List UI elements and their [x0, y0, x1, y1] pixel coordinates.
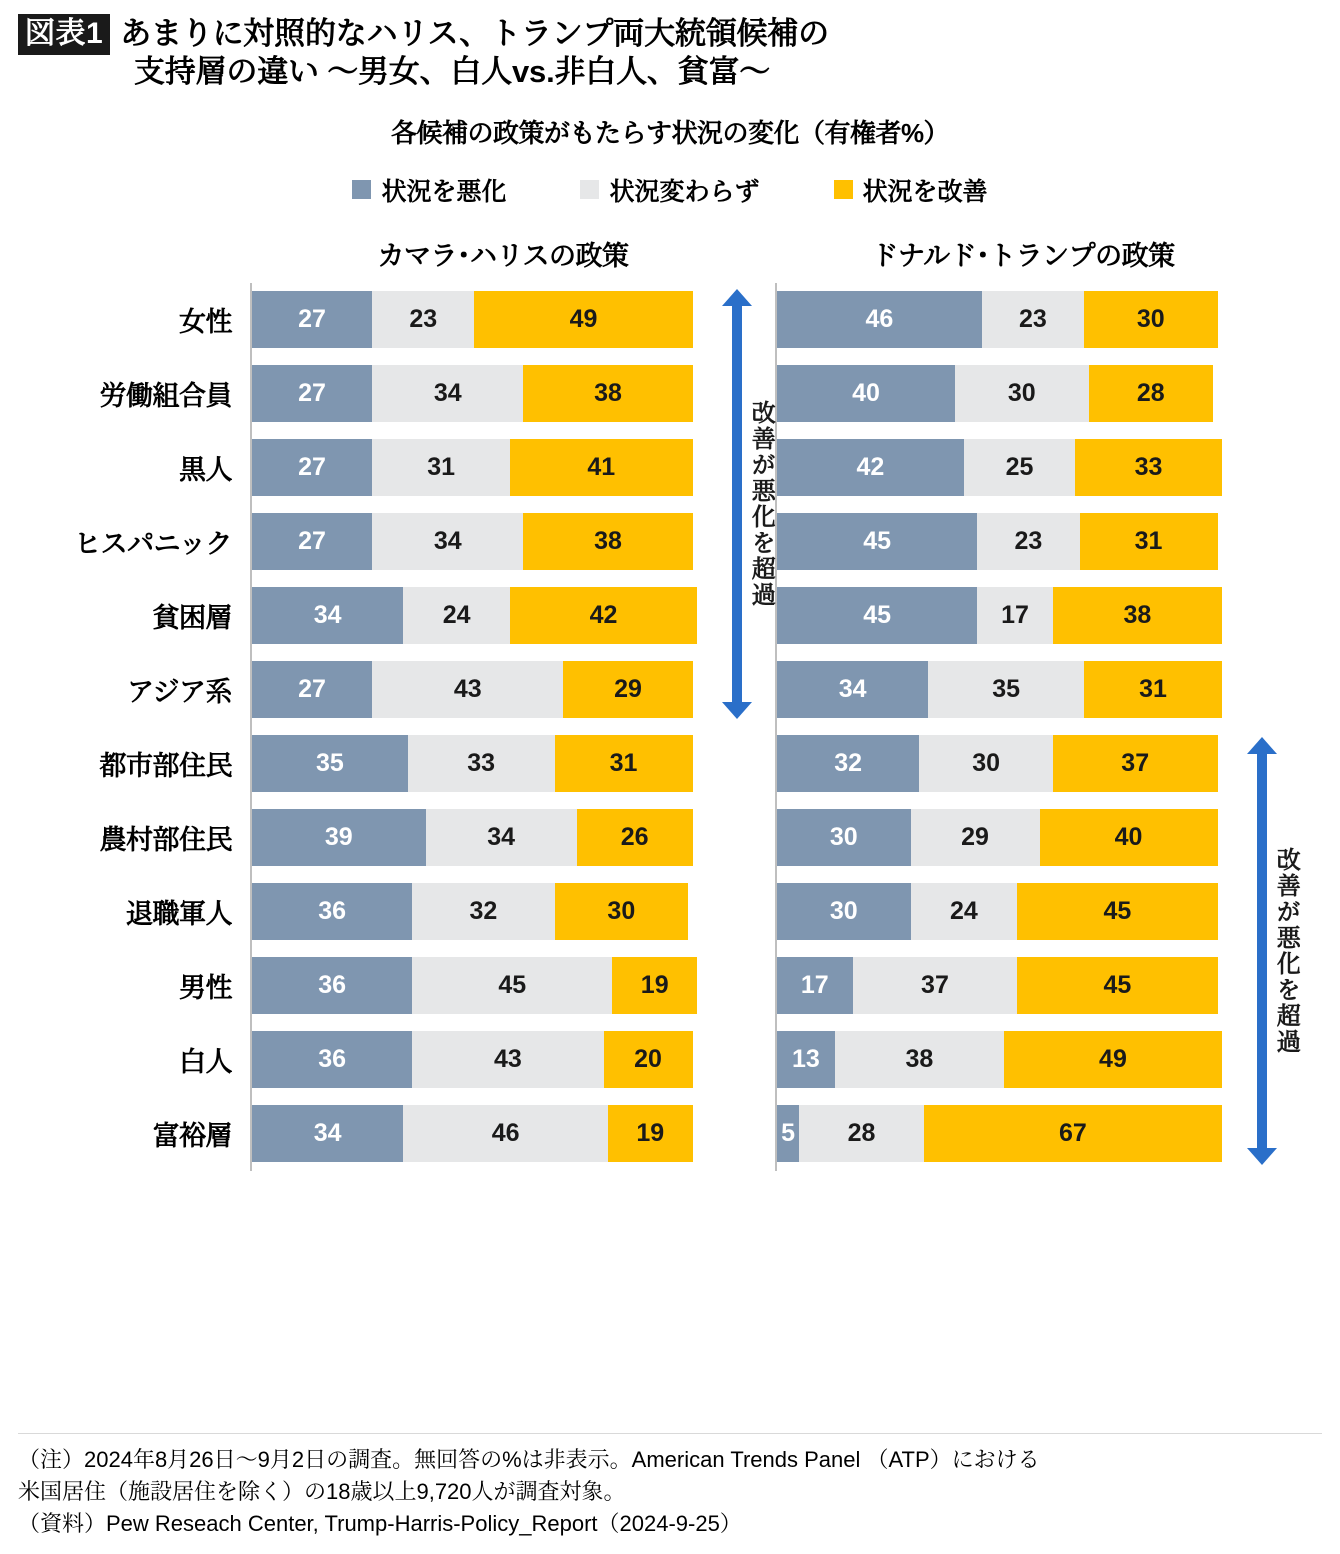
- bar-value-label: 35: [315, 749, 344, 778]
- bar-segment-worse: [252, 587, 403, 644]
- bar-segment-better: [1004, 1031, 1222, 1088]
- bar-value-label: 45: [863, 601, 892, 630]
- chart-row: [18, 357, 1322, 431]
- bar-value-label: 5: [781, 1119, 796, 1148]
- chart-row: [18, 579, 1322, 653]
- arrow-head-down-icon-2: [1247, 1148, 1277, 1165]
- legend-item-better: [834, 172, 988, 208]
- bar-segment-same: [799, 1105, 924, 1162]
- legend-label-same: 状況変わらず: [609, 177, 760, 206]
- axis-line: [775, 357, 777, 431]
- category-label: 女性: [179, 307, 232, 338]
- bar-segment-worse: [777, 957, 853, 1014]
- bar-panel-left: [250, 801, 720, 875]
- bar-segment-better: [1080, 513, 1218, 570]
- chart-row: [18, 801, 1322, 875]
- bar-value-label: 34: [313, 1119, 342, 1148]
- bar-segment-worse: [252, 661, 372, 718]
- bar-segment-same: [408, 735, 555, 792]
- bar-segment-better: [523, 513, 692, 570]
- title-line-1: [18, 14, 1322, 55]
- axis-line: [250, 875, 252, 949]
- bar-value-label: 38: [1123, 601, 1152, 630]
- bar-value-label: 31: [1134, 527, 1163, 556]
- bar-value-label: 42: [589, 601, 618, 630]
- stacked-bar: [252, 1031, 720, 1088]
- bar-segment-worse: [252, 513, 372, 570]
- bar-segment-better: [1017, 957, 1217, 1014]
- axis-line: [775, 653, 777, 727]
- bar-segment-worse: [777, 1105, 799, 1162]
- bar-panel-right: [775, 1023, 1245, 1097]
- bar-value-label: 38: [594, 527, 622, 556]
- arrow-head-up-icon: [722, 289, 752, 306]
- bar-segment-same: [928, 661, 1084, 718]
- bar-value-label: 30: [1136, 305, 1165, 334]
- bar-value-label: 20: [634, 1045, 662, 1074]
- note-line-2: 米国居住（施設居住を除く）の18歳以上9,720人が調査対象。: [18, 1479, 626, 1505]
- bar-panel-left: [250, 727, 720, 801]
- bar-value-label: 27: [298, 675, 326, 704]
- bar-value-label: 46: [865, 305, 894, 334]
- stacked-bar: [777, 365, 1245, 422]
- stacked-bar: [777, 1105, 1245, 1162]
- bar-panel-left: [250, 283, 720, 357]
- bar-segment-better: [510, 439, 692, 496]
- stacked-bar: [252, 661, 720, 718]
- bar-segment-better: [474, 291, 692, 348]
- stacked-bar: [777, 735, 1245, 792]
- bar-segment-better: [1053, 587, 1222, 644]
- annotation-arrow-bottom: [1257, 737, 1298, 1165]
- chart-subtitle: 各候補の政策がもたらす状況の変化（有権者%）: [390, 117, 950, 148]
- category-label: 貧困層: [152, 603, 232, 634]
- title-block: [18, 0, 1322, 93]
- bar-value-label: 49: [1099, 1045, 1127, 1074]
- bar-panel-left: [250, 1023, 720, 1097]
- bar-panel-right: [775, 283, 1245, 357]
- bar-segment-same: [426, 809, 577, 866]
- annotation-text-bottom: 改善が悪化を超過: [1272, 846, 1300, 1055]
- chart-row: [18, 949, 1322, 1023]
- bar-value-label: 33: [467, 749, 496, 778]
- bar-panel-right: [775, 801, 1245, 875]
- legend-item-same: [580, 172, 759, 208]
- bar-segment-same: [911, 883, 1018, 940]
- bar-segment-better: [1017, 883, 1217, 940]
- bar-segment-worse: [252, 883, 412, 940]
- bar-segment-worse: [252, 439, 372, 496]
- axis-line: [250, 505, 252, 579]
- category-label: 富裕層: [152, 1121, 232, 1152]
- bar-segment-better: [1053, 735, 1218, 792]
- bar-segment-worse: [777, 1031, 835, 1088]
- bar-value-label: 45: [1103, 971, 1132, 1000]
- stacked-bar: [252, 365, 720, 422]
- bar-value-label: 33: [1134, 453, 1163, 482]
- legend-label-better: 状況を改善: [862, 177, 988, 206]
- bar-segment-worse: [777, 735, 919, 792]
- bar-panel-left: [250, 505, 720, 579]
- category-label: アジア系: [127, 677, 232, 708]
- bar-panel-right: [775, 949, 1245, 1023]
- bar-value-label: 41: [587, 453, 616, 482]
- bar-value-label: 24: [949, 897, 978, 926]
- bar-segment-same: [964, 439, 1075, 496]
- chart-row: [18, 875, 1322, 949]
- bar-segment-worse: [252, 1031, 412, 1088]
- bar-segment-worse: [777, 809, 911, 866]
- category-label: 労働組合員: [99, 381, 232, 412]
- bar-segment-better: [1084, 291, 1218, 348]
- bar-segment-worse: [252, 957, 412, 1014]
- axis-line: [775, 949, 777, 1023]
- axis-line: [250, 653, 252, 727]
- bar-panel-left: [250, 949, 720, 1023]
- note-line-1: （注）2024年8月26日〜9月2日の調査。無回答の%は非表示。American Trends Panel （ATP）における: [18, 1447, 1040, 1473]
- bar-value-label: 34: [313, 601, 342, 630]
- bar-value-label: 37: [921, 971, 949, 1000]
- bar-value-label: 35: [992, 675, 1021, 704]
- axis-line: [775, 1097, 777, 1171]
- stacked-bar: [777, 809, 1245, 866]
- figure-badge: 図表1: [18, 14, 110, 55]
- bar-value-label: 31: [1139, 675, 1167, 704]
- bar-segment-better: [612, 957, 697, 1014]
- bar-value-label: 32: [469, 897, 498, 926]
- bar-segment-same: [372, 513, 523, 570]
- bar-panel-right: [775, 505, 1245, 579]
- bar-value-label: 27: [298, 379, 326, 408]
- axis-line: [775, 801, 777, 875]
- chart-row: [18, 727, 1322, 801]
- bar-value-label: 30: [829, 897, 858, 926]
- axis-line: [250, 1023, 252, 1097]
- bar-value-label: 24: [442, 601, 471, 630]
- stacked-bar: [777, 883, 1245, 940]
- bar-segment-same: [412, 957, 612, 1014]
- bar-value-label: 39: [324, 823, 353, 852]
- bar-value-label: 36: [318, 897, 346, 926]
- bar-segment-better: [1089, 365, 1214, 422]
- bar-panel-right: [775, 431, 1245, 505]
- arrow-head-down-icon: [722, 702, 752, 719]
- bar-segment-better: [1084, 661, 1222, 718]
- bar-segment-same: [372, 291, 474, 348]
- bar-segment-worse: [252, 1105, 403, 1162]
- stacked-bar: [252, 439, 720, 496]
- axis-line: [250, 949, 252, 1023]
- axis-line: [775, 875, 777, 949]
- bar-value-label: 32: [834, 749, 863, 778]
- page-title-second-line: 支持層の違い 〜男女、白人vs.非白人、貧富〜: [134, 54, 771, 90]
- chart-row: [18, 1097, 1322, 1171]
- bar-segment-better: [555, 883, 689, 940]
- bar-segment-same: [982, 291, 1084, 348]
- bar-value-label: 17: [800, 971, 829, 1000]
- bar-segment-better: [510, 587, 697, 644]
- arrow-shaft-up: [732, 305, 742, 703]
- axis-line: [250, 1097, 252, 1171]
- bar-segment-same: [372, 661, 563, 718]
- axis-line: [250, 727, 252, 801]
- axis-line: [250, 579, 252, 653]
- bar-segment-same: [835, 1031, 1004, 1088]
- bar-segment-same: [977, 513, 1079, 570]
- legend-swatch-icon-same: [580, 180, 599, 199]
- bar-segment-better: [523, 365, 692, 422]
- chart-rows: [18, 283, 1322, 1171]
- axis-line: [250, 431, 252, 505]
- bar-segment-worse: [777, 291, 982, 348]
- axis-line: [775, 727, 777, 801]
- bar-value-label: 28: [1136, 379, 1165, 408]
- stacked-bar: [777, 439, 1245, 496]
- bar-segment-better: [555, 735, 693, 792]
- panel-title-harris: カマラ･ハリスの政策: [377, 240, 629, 271]
- bar-value-label: 40: [852, 379, 880, 408]
- bar-value-label: 37: [1121, 749, 1150, 778]
- axis-line: [250, 801, 252, 875]
- axis-line: [775, 579, 777, 653]
- bar-value-label: 46: [491, 1119, 520, 1148]
- bar-value-label: 30: [1007, 379, 1036, 408]
- bar-panel-left: [250, 579, 720, 653]
- stacked-bar: [777, 513, 1245, 570]
- bar-value-label: 23: [409, 305, 438, 334]
- bar-segment-same: [955, 365, 1089, 422]
- bar-segment-same: [412, 1031, 603, 1088]
- stacked-bar: [777, 1031, 1245, 1088]
- bar-segment-better: [924, 1105, 1222, 1162]
- bar-segment-same: [412, 883, 554, 940]
- bar-segment-same: [977, 587, 1053, 644]
- chart-area: [18, 283, 1322, 1171]
- bar-segment-better: [563, 661, 692, 718]
- bar-segment-worse: [777, 661, 928, 718]
- category-label: 農村部住民: [99, 825, 232, 856]
- bar-value-label: 30: [829, 823, 858, 852]
- bar-segment-better: [1075, 439, 1222, 496]
- axis-line: [250, 357, 252, 431]
- category-label: 黒人: [179, 455, 232, 486]
- chart-row: [18, 431, 1322, 505]
- bar-value-label: 34: [487, 823, 516, 852]
- chart-row: [18, 1023, 1322, 1097]
- bar-segment-worse: [777, 365, 955, 422]
- axis-line: [775, 1023, 777, 1097]
- annotation-text-top: 改善が悪化を超過: [747, 399, 775, 608]
- bar-panel-left: [250, 357, 720, 431]
- bar-value-label: 43: [493, 1045, 522, 1074]
- bar-value-label: 34: [838, 675, 867, 704]
- bar-value-label: 26: [620, 823, 649, 852]
- bar-value-label: 19: [640, 971, 669, 1000]
- bar-value-label: 29: [614, 675, 642, 704]
- stacked-bar: [777, 957, 1245, 1014]
- arrow-head-up-icon-2: [1247, 737, 1277, 754]
- chart-legend: [18, 172, 1322, 208]
- bar-panel-right: [775, 875, 1245, 949]
- bar-panel-left: [250, 653, 720, 727]
- category-label: 白人: [179, 1047, 232, 1078]
- stacked-bar: [252, 957, 720, 1014]
- axis-line: [775, 431, 777, 505]
- bar-value-label: 31: [427, 453, 456, 482]
- bar-value-label: 30: [607, 897, 636, 926]
- bar-value-label: 27: [298, 305, 326, 334]
- bar-panel-right: [775, 653, 1245, 727]
- bar-value-label: 43: [453, 675, 482, 704]
- chart-row: [18, 505, 1322, 579]
- stacked-bar: [777, 587, 1245, 644]
- bar-panel-right: [775, 1097, 1245, 1171]
- bar-value-label: 28: [847, 1119, 876, 1148]
- bar-segment-same: [919, 735, 1053, 792]
- bar-value-label: 29: [961, 823, 989, 852]
- bar-value-label: 23: [1018, 305, 1047, 334]
- axis-line: [775, 283, 777, 357]
- bar-segment-better: [604, 1031, 693, 1088]
- bar-segment-worse: [252, 365, 372, 422]
- bar-value-label: 45: [863, 527, 892, 556]
- bar-segment-worse: [777, 883, 911, 940]
- axis-line: [250, 283, 252, 357]
- bar-value-label: 31: [609, 749, 638, 778]
- bar-value-label: 45: [498, 971, 527, 1000]
- bar-segment-worse: [777, 439, 964, 496]
- bar-panel-left: [250, 431, 720, 505]
- bar-value-label: 34: [433, 379, 462, 408]
- bar-segment-better: [608, 1105, 693, 1162]
- bar-value-label: 19: [636, 1119, 665, 1148]
- bar-panel-left: [250, 1097, 720, 1171]
- bar-value-label: 67: [1059, 1119, 1087, 1148]
- bar-value-label: 42: [856, 453, 885, 482]
- bar-segment-worse: [777, 587, 977, 644]
- stacked-bar: [252, 513, 720, 570]
- bar-segment-worse: [252, 809, 426, 866]
- legend-item-worse: [352, 172, 506, 208]
- bar-panel-right: [775, 357, 1245, 431]
- bar-segment-worse: [252, 735, 408, 792]
- bar-segment-worse: [252, 291, 372, 348]
- stacked-bar: [252, 735, 720, 792]
- bar-panel-left: [250, 875, 720, 949]
- bar-segment-same: [372, 439, 510, 496]
- bar-value-label: 38: [594, 379, 622, 408]
- notes-divider: [18, 1433, 1322, 1434]
- arrow-shaft-up-2: [1257, 753, 1267, 1149]
- bar-segment-worse: [777, 513, 977, 570]
- category-label: 都市部住民: [99, 751, 232, 782]
- bar-value-label: 13: [792, 1045, 820, 1074]
- bar-panel-right: [775, 579, 1245, 653]
- note-line-3: （資料）Pew Reseach Center, Trump-Harris-Policy_Report（2024-9-25）: [18, 1511, 742, 1537]
- category-label: 退職軍人: [126, 899, 232, 930]
- stacked-bar: [777, 291, 1245, 348]
- page-title: あまりに対照的なハリス、トランプ両大統領候補の: [120, 16, 829, 51]
- stacked-bar: [252, 291, 720, 348]
- bar-value-label: 36: [318, 971, 346, 1000]
- stacked-bar: [252, 587, 720, 644]
- bar-value-label: 25: [1005, 453, 1034, 482]
- bar-value-label: 27: [298, 527, 326, 556]
- legend-swatch-icon-better: [834, 180, 853, 199]
- stacked-bar: [252, 883, 720, 940]
- bar-segment-same: [403, 1105, 608, 1162]
- category-label: ヒスパニック: [74, 529, 232, 560]
- legend-label-worse: 状況を悪化: [381, 177, 507, 206]
- bar-value-label: 49: [569, 305, 598, 334]
- bar-segment-better: [577, 809, 693, 866]
- bar-value-label: 38: [905, 1045, 934, 1074]
- bar-value-label: 23: [1014, 527, 1043, 556]
- bar-value-label: 36: [318, 1045, 346, 1074]
- bar-panel-right: [775, 727, 1245, 801]
- panel-headings: [18, 234, 1322, 273]
- bar-value-label: 40: [1114, 823, 1143, 852]
- bar-segment-better: [1040, 809, 1218, 866]
- chart-row: [18, 283, 1322, 357]
- annotation-arrow-top: [732, 289, 773, 719]
- footnotes: [18, 1433, 1322, 1540]
- axis-line: [775, 505, 777, 579]
- stacked-bar: [252, 1105, 720, 1162]
- category-label: 男性: [179, 973, 232, 1004]
- stacked-bar: [252, 809, 720, 866]
- legend-swatch-icon-worse: [352, 180, 371, 199]
- bar-value-label: 34: [433, 527, 462, 556]
- stacked-bar: [777, 661, 1245, 718]
- bar-value-label: 45: [1103, 897, 1132, 926]
- bar-value-label: 17: [1001, 601, 1029, 630]
- panel-title-trump: ドナルド･トランプの政策: [871, 240, 1175, 271]
- bar-segment-same: [403, 587, 510, 644]
- bar-value-label: 30: [972, 749, 1001, 778]
- bar-segment-same: [911, 809, 1040, 866]
- bar-segment-same: [372, 365, 523, 422]
- bar-segment-same: [853, 957, 1018, 1014]
- chart-row: [18, 653, 1322, 727]
- bar-value-label: 27: [298, 453, 326, 482]
